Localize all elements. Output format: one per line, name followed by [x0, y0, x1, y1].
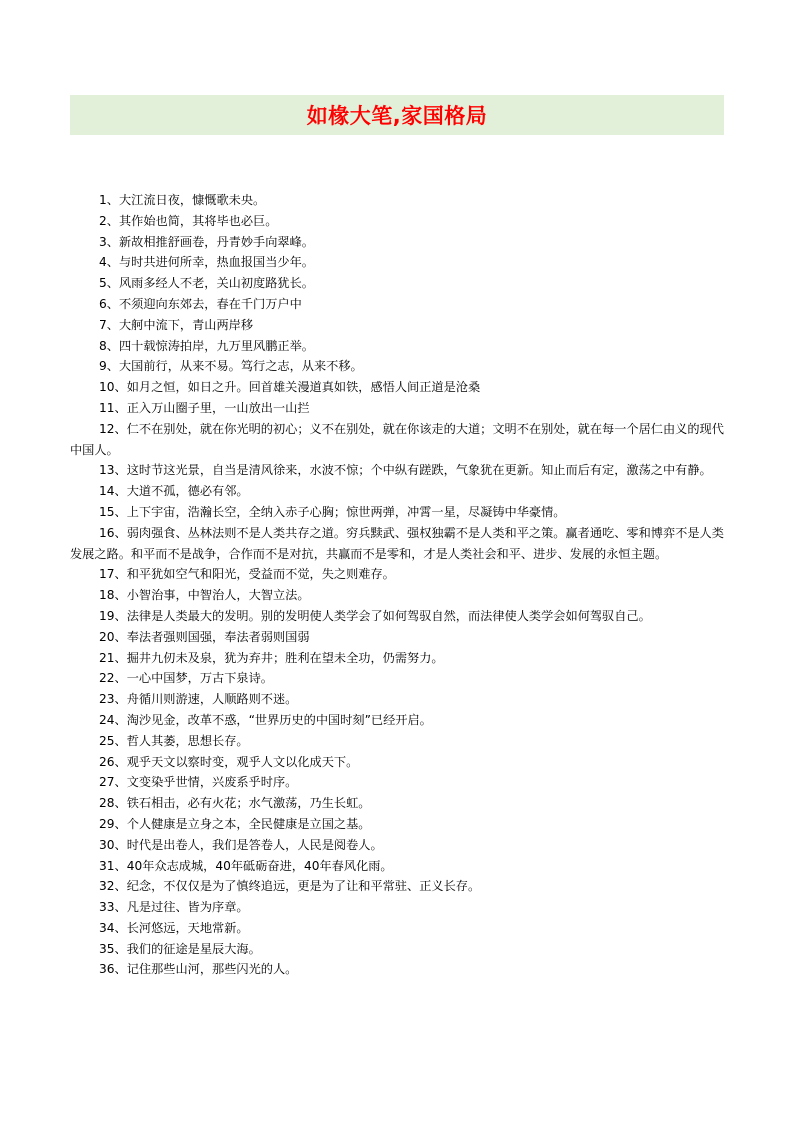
quote-item: 36、记住那些山河，那些闪光的人。: [99, 962, 298, 977]
quote-item: 34、长河悠远，天地常新。: [99, 920, 249, 935]
quote-item: 1、大江流日夜，慷慨歌未央。: [99, 193, 266, 207]
quote-item: 14、大道不孤，德必有邻。: [99, 484, 249, 499]
quote-item: 4、与时共进何所幸，热血报国当少年。: [99, 255, 314, 270]
quote-item: 2、其作始也简，其将毕也必巨。: [99, 213, 278, 228]
quote-item: 6、不须迎向东郊去，春在千门万户中: [99, 296, 302, 311]
quote-list: [70, 190, 724, 980]
quote-item: 25、哲人其萎，思想长存。: [99, 733, 249, 748]
quote-item: 13、这时节这光景，自当是清风徐来，水波不惊；个中纵有蹉跌，气象犹在更新。知止而后有定，激荡之中有静。: [99, 463, 712, 478]
quote-item: 32、纪念，不仅仅是为了慎终追远，更是为了让和平常驻、正义长存。: [99, 879, 481, 894]
quote-item: 21、掘井九仞未及泉，犹为弃井；胜利在望未全功，仍需努力。: [99, 650, 444, 665]
quote-item: 9、大国前行，从来不易。笃行之志，从来不移。: [99, 359, 363, 374]
quote-item: 29、个人健康是立身之本，全民健康是立国之基。: [99, 816, 371, 831]
quote-item: 10、如月之恒，如日之升。回首雄关漫道真如铁，感悟人间正道是沧桑: [99, 380, 481, 395]
quote-item: 15、上下宇宙，浩瀚长空，全纳入赤子心胸；惊世两弹，冲霄一星，尽凝铸中华豪情。: [99, 504, 566, 519]
quote-item: 33、凡是过往、皆为序章。: [99, 900, 249, 915]
quote-item: 5、风雨多经人不老，关山初度路犹长。: [99, 276, 314, 291]
quote-item: 35、我们的征途是星辰大海。: [99, 941, 261, 956]
quote-item: 3、新故相推舒画卷，丹青妙手向翠峰。: [99, 234, 314, 249]
quote-item: 26、观乎天文以察时变，观乎人文以化成天下。: [99, 754, 359, 769]
quote-item: 7、大舸中流下，青山两岸移: [99, 317, 254, 332]
quote-item: 16、弱肉强食、丛林法则不是人类共存之道。穷兵黩武、强权独霸不是人类和平之策。赢者通吃、零和博弈不是人类发展之路。和平而不是战争，合作而不是对抗，共赢而不是零和，才是人类社会和平、进步、发展的永恒主题。: [70, 525, 724, 561]
quote-item: 24、淘沙见金，改革不惑，“世界历史的中国时刻”已经开启。: [99, 712, 432, 727]
quote-item: 20、奉法者强则国强，奉法者弱则国弱: [99, 629, 310, 644]
quote-item: 19、法律是人类最大的发明。别的发明使人类学会了如何驾驭自然，而法律使人类学会如何驾驭自己。: [99, 608, 651, 623]
quote-item: 27、文变染乎世情，兴废系乎时序。: [99, 775, 298, 790]
quote-item: 22、一心中国梦，万古下泉诗。: [99, 671, 273, 686]
quote-item: 12、仁不在别处，就在你光明的初心；义不在别处，就在你该走的大道；文明不在别处，就在每一个居仁由义的现代中国人。: [70, 421, 724, 457]
quote-item: 18、小智治事，中智治人，大智立法。: [99, 588, 310, 603]
quote-item: 31、40年众志成城，40年砥砺奋进，40年春风化雨。: [99, 858, 393, 873]
quote-item: 28、铁石相击，必有火花；水气激荡，乃生长虹。: [99, 796, 371, 811]
quote-item: 23、舟循川则游速，人顺路则不迷。: [99, 692, 298, 707]
quote-item: 8、四十载惊涛拍岸，九万里风鹏正举。: [99, 338, 314, 353]
quote-item: 11、正入万山圈子里，一山放出一山拦: [99, 400, 310, 415]
title-banner: [70, 95, 724, 135]
page-title: 如椽大笔,家国格局: [306, 104, 488, 128]
quote-item: 17、和平犹如空气和阳光，受益而不觉，失之则难存。: [99, 567, 395, 582]
quote-item: 30、时代是出卷人，我们是答卷人，人民是阅卷人。: [99, 837, 383, 852]
